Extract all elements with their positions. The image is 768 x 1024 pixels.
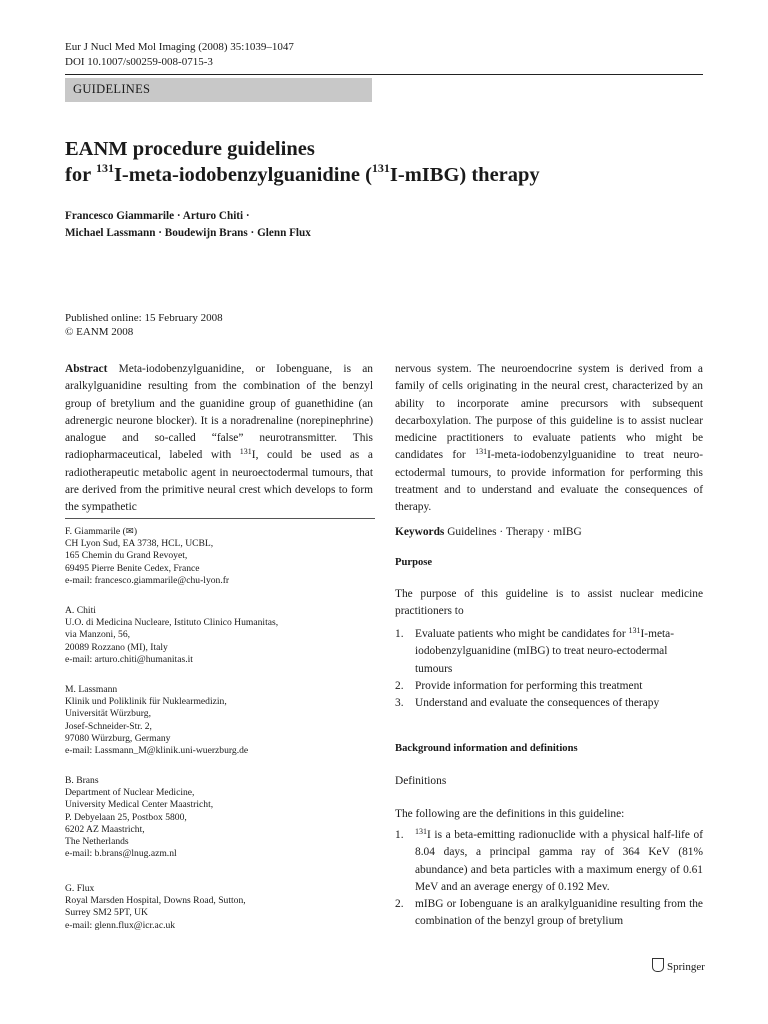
purpose-item: [395, 626, 703, 678]
journal-doi: DOI 10.1007/s00259-008-0715-3: [65, 56, 213, 68]
keywords: [395, 524, 703, 541]
purpose-list: [395, 626, 703, 712]
affiliation-block: [65, 775, 213, 860]
author-list: [65, 208, 311, 242]
item-number: 3.: [395, 697, 404, 710]
affiliation-divider: [65, 518, 375, 519]
background-heading: Background information and definitions: [395, 743, 578, 754]
published-date: Published online: 15 February 2008: [65, 312, 223, 324]
affiliation-line: B. Brans: [65, 775, 99, 786]
affiliation-block: [65, 605, 278, 666]
item-number: 2.: [395, 679, 404, 692]
keywords-label: Keywords: [395, 526, 445, 538]
purpose-item: [395, 695, 703, 712]
definitions-subheading: Definitions: [395, 775, 447, 787]
title-sup-1: 131: [95, 161, 114, 175]
springer-horse-icon: [652, 958, 664, 972]
abstract-text-a: Meta-iodobenzylguanidine, or Iobenguane, is an aralkylguanidine resulting from the combination of the benzyl group of bretylium and the guanidine group of guanethidine (an adrenergic neurone blocker). It is a noradrenaline (norepinephrine) analogue and so-called “false” neurotransmitter. This radiopharmaceutical, labeled with: [65, 363, 373, 462]
journal-header: [65, 40, 294, 70]
item-number: 1.: [395, 829, 404, 841]
affiliation-line: Josef-Schneider-Str. 2,: [65, 720, 152, 732]
affiliation-line: via Manzoni, 56,: [65, 629, 131, 641]
affiliation-block: [65, 526, 229, 587]
abstract-continued-a: nervous system. The neuroendocrine system is derived from a family of cells originating in the neural crest, characterized by an ability to incorporate amine precursors with subsequent decarboxylation. The purpose of this guideline is to assist nuclear medicine practitioners to evaluate patients who might be candidates for: [395, 363, 703, 462]
title-sup-2: 131: [371, 161, 390, 175]
title-prefix: for: [65, 164, 96, 186]
affiliation-line: 20089 Rozzano (MI), Italy: [65, 641, 168, 653]
affiliation-line: A. Chiti: [65, 605, 96, 616]
affiliation-line: Department of Nuclear Medicine,: [65, 787, 195, 799]
item-number: 1.: [395, 628, 404, 640]
publisher-name: Springer: [667, 961, 705, 973]
header-rule: [65, 74, 703, 75]
definition-item: [395, 896, 703, 931]
affiliation-line: Surrey SM2 5PT, UK: [65, 907, 148, 919]
publisher-logo: [652, 958, 705, 973]
title-end: I-mIBG) therapy: [389, 164, 540, 186]
section-tag-label: GUIDELINES: [73, 82, 151, 96]
affiliation-line: e-mail: arturo.chiti@humanitas.it: [65, 653, 193, 665]
affiliation-line: Klinik und Poliklinik für Nuklearmedizin,: [65, 696, 227, 708]
purpose-item: [395, 678, 703, 695]
keywords-text: Guidelines · Therapy · mIBG: [444, 526, 582, 538]
item-text: Provide information for performing this treatment: [415, 679, 643, 692]
affiliation-line: e-mail: francesco.giammarile@chu-lyon.fr: [65, 574, 230, 586]
definitions-list: [395, 827, 703, 931]
abstract-continued-b: I-meta-iodobenzylguanidine to treat neuro-ectodermal tumours, to provide information for performing this treatment and to understand and evaluate the consequences of therapy.: [395, 449, 703, 514]
affiliation-block: [65, 883, 246, 932]
affiliation-line: 69495 Pierre Benite Cedex, France: [65, 562, 200, 574]
copyright: © EANM 2008: [65, 326, 134, 338]
affiliation-line: Universität Würzburg,: [65, 708, 151, 720]
item-text: Evaluate patients who might be candidates for: [415, 628, 629, 640]
abstract-sup: 131: [239, 447, 252, 457]
authors-line-1: Francesco Giammarile · Arturo Chiti ·: [65, 210, 250, 222]
item-sup: 131: [415, 827, 427, 836]
article-title: [65, 136, 540, 188]
affiliation-line: Royal Marsden Hospital, Downs Road, Sutton,: [65, 895, 246, 907]
affiliation-line: The Netherlands: [65, 836, 129, 848]
title-line-1: EANM procedure guidelines: [65, 138, 315, 160]
item-text-end: I-meta-iodobenzylguanidine (mIBG) to treat neuro-ectodermal tumours: [415, 628, 675, 675]
section-tag: [65, 78, 372, 102]
purpose-intro: The purpose of this guideline is to assist nuclear medicine practitioners to: [395, 588, 703, 618]
item-sup: 131: [628, 626, 641, 635]
item-text: I is a beta-emitting radionuclide with a physical half-life of 8.04 days, a principal gamma ray of 364 KeV (81% abundance) and beta particles with a maximum energy of 0.61 MeV and an average energy of 0.192 Mev.: [415, 829, 703, 893]
affiliation-line: F. Giammarile (✉): [65, 526, 138, 537]
abstract-text-b: I, could be used as a radiotherapeutic metabolic agent in neuroectodermal tumours, that are derived from the primitive neural crest which develops to form the sympathetic: [65, 449, 373, 514]
title-line-2: [65, 162, 540, 188]
item-text: mIBG or Iobenguane is an aralkylguanidine resulting from the combination of the benzyl group of bretylium: [415, 898, 703, 928]
abstract: [65, 361, 373, 517]
authors-line-2: Michael Lassmann · Boudewijn Brans · Glenn Flux: [65, 227, 311, 239]
publication-info: [65, 311, 223, 339]
item-text: Understand and evaluate the consequences of therapy: [415, 697, 660, 710]
item-number: 2.: [395, 898, 404, 911]
affiliation-line: 165 Chemin du Grand Revoyet,: [65, 550, 188, 562]
affiliation-line: P. Debyelaan 25, Postbox 5800,: [65, 811, 187, 823]
affiliation-line: M. Lassmann: [65, 684, 118, 695]
abstract-continued-sup: 131: [475, 447, 488, 457]
title-mid: I-meta-iodobenzylguanidine (: [113, 164, 372, 186]
affiliation-block: [65, 684, 248, 757]
affiliation-line: U.O. di Medicina Nucleare, Istituto Clinico Humanitas,: [65, 617, 279, 629]
definitions-intro: The following are the definitions in this guideline:: [395, 808, 625, 820]
affiliation-line: e-mail: b.brans@lnug.azm.nl: [65, 848, 177, 860]
affiliation-line: e-mail: glenn.flux@icr.ac.uk: [65, 919, 176, 931]
affiliation-line: University Medical Center Maastricht,: [65, 799, 214, 811]
affiliation-line: e-mail: Lassmann_M@klinik.uni-wuerzburg.de: [65, 745, 249, 757]
purpose-heading: Purpose: [395, 557, 433, 568]
affiliation-line: CH Lyon Sud, EA 3738, HCL, UCBL,: [65, 538, 214, 550]
journal-citation: Eur J Nucl Med Mol Imaging (2008) 35:1039–1047: [65, 41, 294, 53]
definition-item: [395, 827, 703, 896]
affiliation-line: G. Flux: [65, 883, 95, 894]
affiliation-line: 6202 AZ Maastricht,: [65, 823, 145, 835]
affiliation-line: 97080 Würzburg, Germany: [65, 732, 171, 744]
abstract-continued: [395, 361, 703, 517]
abstract-label: Abstract: [65, 363, 108, 375]
